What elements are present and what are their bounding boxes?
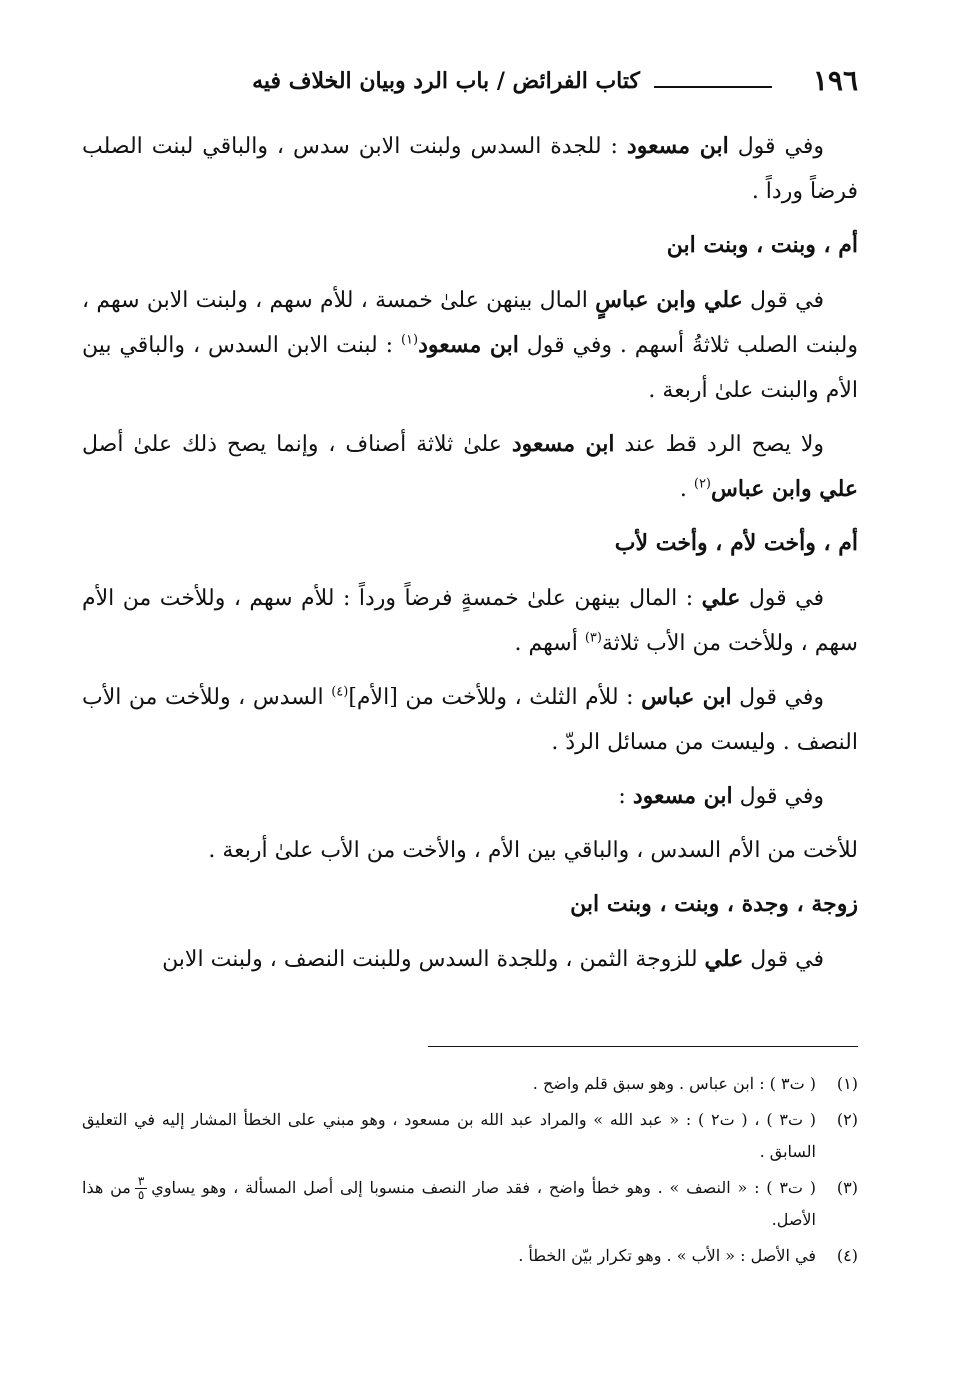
footnote-number: (٤) (836, 1246, 858, 1265)
name-ibn-masud: ابن مسعود (418, 332, 519, 358)
footnote-ref-2[interactable]: (٢) (693, 476, 711, 492)
footnote-text: ( ت٣ ) ، ( ت٢ ) : « عبد الله » والمراد عبد الله بن مسعود ، وهو مبني على الخطأ المشار إليه في التعليق السابق . (82, 1110, 816, 1161)
footnote-text: ( ت٣ ) : ابن عباس . وهو سبق قلم واضح . (532, 1074, 816, 1093)
footnote-1 (82, 1068, 858, 1100)
footnote-3 (82, 1172, 858, 1236)
name-ali-ibn-abbas: علي وابن عباسٍ (595, 287, 743, 313)
name-ibn-masud: ابن مسعود (632, 783, 733, 809)
name-ibn-masud: ابن مسعود (511, 431, 615, 457)
header-rule (654, 86, 772, 88)
footnote-text: ( ت٣ ) : « النصف » . وهو خطأ واضح ، فقد صار النصف منسوبا إلى أصل المسألة ، وهو يساوي $\frac{٣}{٥}$ من هذا الأصل. (82, 1174, 817, 1229)
footnote-text: في الأصل : « الأب » . وهو تكرار بيّن الخطأ . (518, 1246, 816, 1265)
name-ibn-abbas: ابن عباس (641, 684, 732, 710)
fraction-numerator: ٣ (135, 1175, 147, 1189)
fraction (135, 1175, 147, 1202)
footnote-separator (428, 1046, 858, 1047)
paragraph-2: في قول علي وابن عباسٍ المال بينهن علىٰ خمسة ، للأم سهم ، ولبنت الابن سهم ، ولبنت الصلب ثلاثةُ أسهم . وفي قول ابن مسعود$^{(١)}$ : لبنت الابن السدس ، والباقي بين الأم والبنت علىٰ أربعة . (82, 287, 858, 403)
page-number: ١٩٦ (812, 64, 858, 97)
paragraph-6: وفي قول ابن مسعود : (618, 783, 824, 809)
footnote-2 (82, 1104, 858, 1168)
running-title: كتاب الفرائض / باب الرد وبيان الخلاف فيه (252, 68, 640, 94)
paragraph-1: وفي قول ابن مسعود : للجدة السدس ولبنت الابن سدس ، والباقي لبنت الصلب فرضاً ورداً . (82, 133, 858, 204)
paragraph-7: للأخت من الأم السدس ، والباقي بين الأم ، والأخت من الأب علىٰ أربعة . (208, 838, 858, 863)
paragraph-8: في قول علي للزوجة الثمن ، وللجدة السدس وللبنت النصف ، ولبنت الابن (162, 946, 824, 972)
main-text (82, 124, 858, 991)
case-heading-2: أم ، وأخت لأم ، وأخت لأب (614, 530, 858, 556)
footnote-number: (٢) (836, 1110, 858, 1129)
case-heading-3: زوجة ، وجدة ، وبنت ، وبنت ابن (570, 891, 858, 917)
paragraph-3: ولا يصح الرد قط عند ابن مسعود علىٰ ثلاثة أصناف ، وإنما يصح ذلك علىٰ أصل علي وابن عباس$^{(٢)}$ . (82, 431, 858, 502)
paragraph-4: في قول علي : المال بينهن علىٰ خمسةٍ فرضاً ورداً : للأم سهم ، وللأخت من الأم سهم ، وللأخت من الأب ثلاثة$^{(٣)}$ أسهم . (82, 585, 858, 656)
footnote-number: (٣) (836, 1178, 858, 1197)
footnote-ref-4[interactable]: (٤) (331, 684, 349, 700)
footnote-ref-3[interactable]: (٣) (584, 630, 602, 646)
footnote-ref-1[interactable]: (١) (400, 332, 419, 348)
name-ali: علي (704, 946, 744, 972)
footnote-number: (١) (836, 1074, 858, 1093)
fraction-denominator: ٥ (137, 1188, 145, 1202)
page-header (82, 62, 858, 110)
name-ali-ibn-abbas: علي وابن عباس (711, 476, 858, 502)
footnotes (82, 1068, 858, 1276)
footnote-4 (82, 1240, 858, 1272)
name-ali: علي (701, 585, 741, 611)
name-ibn-masud: ابن مسعود (626, 133, 729, 159)
paragraph-5: وفي قول ابن عباس : للأم الثلث ، وللأخت من [الأم]$^{(٤)}$ السدس ، وللأخت من الأب النصف . وليست من مسائل الردّ . (82, 684, 858, 755)
case-heading-1: أم ، وبنت ، وبنت ابن (666, 232, 858, 258)
